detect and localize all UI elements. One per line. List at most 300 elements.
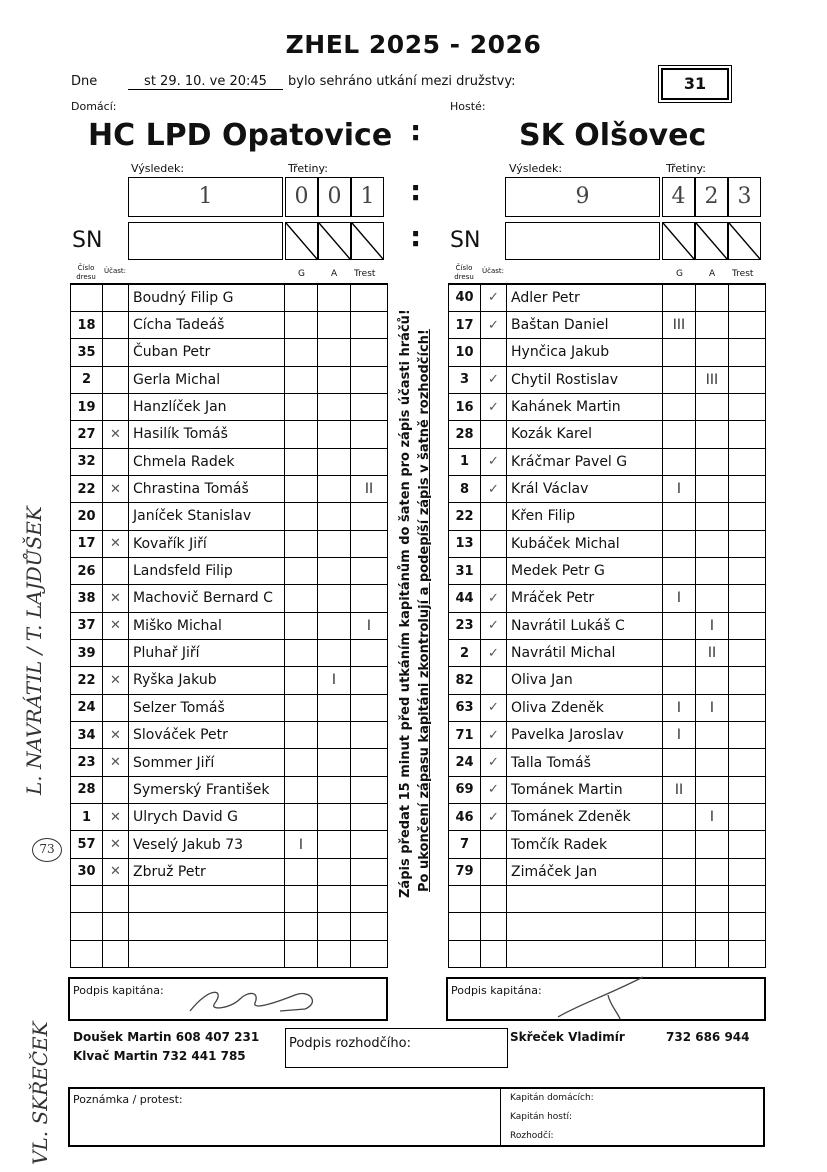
attendance-mark[interactable] bbox=[481, 530, 507, 557]
attendance-mark[interactable]: ✓ bbox=[481, 475, 507, 502]
attendance-mark[interactable] bbox=[103, 311, 129, 338]
player-number[interactable]: 22 bbox=[449, 503, 481, 530]
penalty-cell[interactable] bbox=[351, 393, 388, 420]
player-name[interactable]: Hasilík Tomáš bbox=[129, 421, 285, 448]
penalty-cell[interactable] bbox=[351, 339, 388, 366]
penalty-cell[interactable] bbox=[351, 311, 388, 338]
penalty-cell[interactable] bbox=[729, 339, 766, 366]
player-name[interactable]: Tomčík Radek bbox=[507, 831, 663, 858]
penalty-cell[interactable] bbox=[729, 503, 766, 530]
goals-cell[interactable] bbox=[663, 667, 696, 694]
assists-cell[interactable] bbox=[318, 557, 351, 584]
penalty-cell[interactable] bbox=[351, 585, 388, 612]
penalty-cell[interactable] bbox=[729, 749, 766, 776]
attendance-mark[interactable]: ✕ bbox=[103, 421, 129, 448]
goals-cell[interactable] bbox=[663, 858, 696, 885]
home-captain-signature-box[interactable] bbox=[68, 977, 388, 1021]
player-name[interactable]: Medek Petr G bbox=[507, 557, 663, 584]
player-name[interactable]: Symerský František bbox=[129, 776, 285, 803]
player-name[interactable]: Navrátil Michal bbox=[507, 639, 663, 666]
assists-cell[interactable] bbox=[696, 503, 729, 530]
player-number[interactable]: 24 bbox=[449, 749, 481, 776]
assists-cell[interactable] bbox=[318, 804, 351, 831]
attendance-mark[interactable]: ✓ bbox=[481, 393, 507, 420]
attendance-mark[interactable]: ✕ bbox=[103, 831, 129, 858]
note-protest-box[interactable] bbox=[68, 1087, 765, 1147]
penalty-cell[interactable] bbox=[729, 311, 766, 338]
player-number[interactable]: 3 bbox=[449, 366, 481, 393]
player-number[interactable]: 30 bbox=[71, 858, 103, 885]
player-name[interactable]: Ulrych David G bbox=[129, 804, 285, 831]
player-name[interactable]: Baštan Daniel bbox=[507, 311, 663, 338]
assists-cell[interactable]: III bbox=[696, 366, 729, 393]
player-number[interactable]: 69 bbox=[449, 776, 481, 803]
penalty-cell[interactable] bbox=[351, 886, 388, 913]
player-name[interactable]: Oliva Zdeněk bbox=[507, 694, 663, 721]
goals-cell[interactable] bbox=[285, 311, 318, 338]
penalty-cell[interactable] bbox=[729, 284, 766, 311]
player-name[interactable]: Zbruž Petr bbox=[129, 858, 285, 885]
assists-cell[interactable]: I bbox=[318, 667, 351, 694]
assists-cell[interactable] bbox=[696, 530, 729, 557]
player-number[interactable]: 39 bbox=[71, 639, 103, 666]
player-name[interactable]: Tománek Martin bbox=[507, 776, 663, 803]
player-number[interactable]: 16 bbox=[449, 393, 481, 420]
assists-cell[interactable] bbox=[318, 284, 351, 311]
penalty-cell[interactable] bbox=[729, 722, 766, 749]
player-number[interactable]: 79 bbox=[449, 858, 481, 885]
goals-cell[interactable] bbox=[663, 366, 696, 393]
player-name[interactable]: Chytil Rostislav bbox=[507, 366, 663, 393]
player-name[interactable]: Selzer Tomáš bbox=[129, 694, 285, 721]
goals-cell[interactable] bbox=[285, 749, 318, 776]
attendance-mark[interactable]: ✕ bbox=[103, 858, 129, 885]
attendance-mark[interactable] bbox=[103, 366, 129, 393]
player-name[interactable]: Veselý Jakub 73 bbox=[129, 831, 285, 858]
goals-cell[interactable] bbox=[285, 612, 318, 639]
goals-cell[interactable] bbox=[663, 913, 696, 940]
goals-cell[interactable] bbox=[285, 475, 318, 502]
assists-cell[interactable]: I bbox=[696, 694, 729, 721]
player-name[interactable]: Ryška Jakub bbox=[129, 667, 285, 694]
assists-cell[interactable] bbox=[318, 858, 351, 885]
player-number[interactable]: 32 bbox=[71, 448, 103, 475]
attendance-mark[interactable]: ✕ bbox=[103, 749, 129, 776]
attendance-mark[interactable]: ✓ bbox=[481, 694, 507, 721]
penalty-cell[interactable] bbox=[729, 557, 766, 584]
assists-cell[interactable] bbox=[318, 475, 351, 502]
player-name[interactable]: Pluhař Jiří bbox=[129, 639, 285, 666]
attendance-mark[interactable]: ✕ bbox=[103, 612, 129, 639]
attendance-mark[interactable]: ✕ bbox=[103, 475, 129, 502]
player-name[interactable] bbox=[507, 940, 663, 967]
attendance-mark[interactable]: ✓ bbox=[481, 284, 507, 311]
player-number[interactable] bbox=[449, 886, 481, 913]
assists-cell[interactable]: II bbox=[696, 639, 729, 666]
goals-cell[interactable] bbox=[663, 886, 696, 913]
attendance-mark[interactable]: ✓ bbox=[481, 639, 507, 666]
attendance-mark[interactable] bbox=[103, 694, 129, 721]
penalty-cell[interactable] bbox=[729, 858, 766, 885]
goals-cell[interactable] bbox=[285, 639, 318, 666]
goals-cell[interactable] bbox=[663, 940, 696, 967]
player-name[interactable]: Kovařík Jiří bbox=[129, 530, 285, 557]
player-number[interactable]: 26 bbox=[71, 557, 103, 584]
player-number[interactable]: 82 bbox=[449, 667, 481, 694]
penalty-cell[interactable] bbox=[729, 940, 766, 967]
assists-cell[interactable] bbox=[696, 448, 729, 475]
attendance-mark[interactable] bbox=[481, 858, 507, 885]
attendance-mark[interactable] bbox=[103, 393, 129, 420]
assists-cell[interactable] bbox=[696, 749, 729, 776]
player-number[interactable]: 35 bbox=[71, 339, 103, 366]
player-name[interactable]: Zimáček Jan bbox=[507, 858, 663, 885]
player-name[interactable] bbox=[507, 913, 663, 940]
penalty-cell[interactable] bbox=[351, 913, 388, 940]
attendance-mark[interactable] bbox=[103, 940, 129, 967]
goals-cell[interactable] bbox=[285, 284, 318, 311]
player-number[interactable]: 34 bbox=[71, 722, 103, 749]
player-name[interactable]: Navrátil Lukáš C bbox=[507, 612, 663, 639]
goals-cell[interactable] bbox=[285, 722, 318, 749]
assists-cell[interactable] bbox=[696, 940, 729, 967]
attendance-mark[interactable]: ✓ bbox=[481, 612, 507, 639]
penalty-cell[interactable] bbox=[351, 530, 388, 557]
penalty-cell[interactable] bbox=[729, 475, 766, 502]
penalty-cell[interactable] bbox=[351, 366, 388, 393]
player-name[interactable]: Miško Michal bbox=[129, 612, 285, 639]
referee-signature-box[interactable] bbox=[285, 1028, 508, 1068]
player-name[interactable]: Slováček Petr bbox=[129, 722, 285, 749]
penalty-cell[interactable] bbox=[351, 831, 388, 858]
attendance-mark[interactable] bbox=[103, 776, 129, 803]
player-name[interactable]: Boudný Filip G bbox=[129, 284, 285, 311]
penalty-cell[interactable] bbox=[729, 694, 766, 721]
goals-cell[interactable]: I bbox=[663, 694, 696, 721]
player-name[interactable]: Sommer Jiří bbox=[129, 749, 285, 776]
goals-cell[interactable] bbox=[663, 612, 696, 639]
player-number[interactable]: 24 bbox=[71, 694, 103, 721]
goals-cell[interactable] bbox=[663, 339, 696, 366]
attendance-mark[interactable]: ✕ bbox=[103, 530, 129, 557]
attendance-mark[interactable] bbox=[103, 503, 129, 530]
attendance-mark[interactable]: ✓ bbox=[481, 722, 507, 749]
goals-cell[interactable]: I bbox=[663, 475, 696, 502]
penalty-cell[interactable] bbox=[729, 585, 766, 612]
penalty-cell[interactable] bbox=[351, 694, 388, 721]
player-number[interactable]: 19 bbox=[71, 393, 103, 420]
attendance-mark[interactable] bbox=[103, 886, 129, 913]
goals-cell[interactable] bbox=[285, 694, 318, 721]
penalty-cell[interactable]: II bbox=[351, 475, 388, 502]
player-number[interactable]: 8 bbox=[449, 475, 481, 502]
player-number[interactable]: 57 bbox=[71, 831, 103, 858]
attendance-mark[interactable] bbox=[481, 831, 507, 858]
attendance-mark[interactable] bbox=[481, 913, 507, 940]
penalty-cell[interactable] bbox=[729, 831, 766, 858]
goals-cell[interactable] bbox=[285, 366, 318, 393]
assists-cell[interactable] bbox=[318, 311, 351, 338]
goals-cell[interactable]: III bbox=[663, 311, 696, 338]
player-number[interactable]: 37 bbox=[71, 612, 103, 639]
goals-cell[interactable] bbox=[663, 448, 696, 475]
attendance-mark[interactable] bbox=[481, 421, 507, 448]
penalty-cell[interactable]: I bbox=[351, 612, 388, 639]
assists-cell[interactable] bbox=[318, 421, 351, 448]
goals-cell[interactable] bbox=[285, 667, 318, 694]
goals-cell[interactable] bbox=[285, 503, 318, 530]
assists-cell[interactable] bbox=[696, 475, 729, 502]
player-number[interactable]: 1 bbox=[449, 448, 481, 475]
player-number[interactable] bbox=[71, 940, 103, 967]
player-number[interactable] bbox=[449, 913, 481, 940]
assists-cell[interactable] bbox=[696, 722, 729, 749]
assists-cell[interactable] bbox=[318, 722, 351, 749]
attendance-mark[interactable]: ✓ bbox=[481, 804, 507, 831]
attendance-mark[interactable]: ✓ bbox=[481, 776, 507, 803]
assists-cell[interactable] bbox=[318, 393, 351, 420]
player-number[interactable]: 13 bbox=[449, 530, 481, 557]
assists-cell[interactable] bbox=[318, 776, 351, 803]
assists-cell[interactable] bbox=[696, 311, 729, 338]
player-number[interactable]: 28 bbox=[449, 421, 481, 448]
goals-cell[interactable] bbox=[285, 557, 318, 584]
assists-cell[interactable] bbox=[696, 557, 729, 584]
attendance-mark[interactable]: ✓ bbox=[481, 311, 507, 338]
attendance-mark[interactable]: ✕ bbox=[103, 722, 129, 749]
goals-cell[interactable]: I bbox=[663, 585, 696, 612]
player-name[interactable]: Gerla Michal bbox=[129, 366, 285, 393]
player-number[interactable]: 17 bbox=[449, 311, 481, 338]
penalty-cell[interactable] bbox=[729, 366, 766, 393]
assists-cell[interactable] bbox=[318, 339, 351, 366]
attendance-mark[interactable] bbox=[481, 940, 507, 967]
player-number[interactable]: 31 bbox=[449, 557, 481, 584]
assists-cell[interactable] bbox=[318, 831, 351, 858]
goals-cell[interactable] bbox=[663, 503, 696, 530]
assists-cell[interactable] bbox=[696, 421, 729, 448]
penalty-cell[interactable] bbox=[729, 776, 766, 803]
player-number[interactable]: 2 bbox=[449, 639, 481, 666]
assists-cell[interactable] bbox=[696, 776, 729, 803]
goals-cell[interactable] bbox=[285, 886, 318, 913]
player-number[interactable]: 1 bbox=[71, 804, 103, 831]
goals-cell[interactable] bbox=[285, 776, 318, 803]
player-name[interactable]: Křen Filip bbox=[507, 503, 663, 530]
goals-cell[interactable] bbox=[663, 557, 696, 584]
attendance-mark[interactable] bbox=[103, 448, 129, 475]
player-number[interactable]: 22 bbox=[71, 667, 103, 694]
player-number[interactable]: 40 bbox=[449, 284, 481, 311]
goals-cell[interactable]: I bbox=[663, 722, 696, 749]
player-number[interactable]: 18 bbox=[71, 311, 103, 338]
penalty-cell[interactable] bbox=[729, 612, 766, 639]
player-number[interactable]: 27 bbox=[71, 421, 103, 448]
goals-cell[interactable] bbox=[285, 448, 318, 475]
player-name[interactable]: Kozák Karel bbox=[507, 421, 663, 448]
assists-cell[interactable] bbox=[696, 831, 729, 858]
goals-cell[interactable] bbox=[663, 804, 696, 831]
player-name[interactable]: Kráčmar Pavel G bbox=[507, 448, 663, 475]
goals-cell[interactable] bbox=[285, 530, 318, 557]
goals-cell[interactable] bbox=[663, 393, 696, 420]
player-number[interactable] bbox=[71, 913, 103, 940]
penalty-cell[interactable] bbox=[729, 639, 766, 666]
goals-cell[interactable] bbox=[285, 858, 318, 885]
penalty-cell[interactable] bbox=[729, 667, 766, 694]
goals-cell[interactable] bbox=[285, 421, 318, 448]
assists-cell[interactable] bbox=[696, 858, 729, 885]
attendance-mark[interactable] bbox=[481, 339, 507, 366]
player-name[interactable] bbox=[129, 913, 285, 940]
goals-cell[interactable] bbox=[285, 393, 318, 420]
player-name[interactable] bbox=[507, 886, 663, 913]
penalty-cell[interactable] bbox=[351, 804, 388, 831]
penalty-cell[interactable] bbox=[351, 284, 388, 311]
goals-cell[interactable]: II bbox=[663, 776, 696, 803]
attendance-mark[interactable]: ✓ bbox=[481, 749, 507, 776]
penalty-cell[interactable] bbox=[351, 722, 388, 749]
penalty-cell[interactable] bbox=[351, 503, 388, 530]
assists-cell[interactable] bbox=[318, 913, 351, 940]
penalty-cell[interactable] bbox=[351, 448, 388, 475]
assists-cell[interactable] bbox=[318, 366, 351, 393]
assists-cell[interactable] bbox=[318, 612, 351, 639]
player-name[interactable]: Machovič Bernard C bbox=[129, 585, 285, 612]
assists-cell[interactable] bbox=[318, 886, 351, 913]
player-name[interactable]: Chmela Radek bbox=[129, 448, 285, 475]
attendance-mark[interactable] bbox=[481, 886, 507, 913]
attendance-mark[interactable]: ✕ bbox=[103, 804, 129, 831]
penalty-cell[interactable] bbox=[729, 913, 766, 940]
player-number[interactable]: 22 bbox=[71, 475, 103, 502]
assists-cell[interactable] bbox=[318, 503, 351, 530]
attendance-mark[interactable] bbox=[481, 557, 507, 584]
goals-cell[interactable] bbox=[285, 913, 318, 940]
attendance-mark[interactable] bbox=[103, 557, 129, 584]
assists-cell[interactable] bbox=[318, 530, 351, 557]
assists-cell[interactable] bbox=[318, 940, 351, 967]
player-name[interactable]: Mráček Petr bbox=[507, 585, 663, 612]
assists-cell[interactable]: I bbox=[696, 804, 729, 831]
player-name[interactable]: Chrastina Tomáš bbox=[129, 475, 285, 502]
player-number[interactable] bbox=[71, 284, 103, 311]
away-captain-signature-box[interactable] bbox=[446, 977, 766, 1021]
goals-cell[interactable] bbox=[663, 284, 696, 311]
goals-cell[interactable] bbox=[285, 804, 318, 831]
player-number[interactable]: 23 bbox=[71, 749, 103, 776]
player-name[interactable]: Talla Tomáš bbox=[507, 749, 663, 776]
goals-cell[interactable] bbox=[663, 639, 696, 666]
assists-cell[interactable] bbox=[696, 886, 729, 913]
player-name[interactable] bbox=[129, 940, 285, 967]
player-name[interactable]: Čuban Petr bbox=[129, 339, 285, 366]
player-name[interactable]: Hanzlíček Jan bbox=[129, 393, 285, 420]
assists-cell[interactable] bbox=[318, 639, 351, 666]
assists-cell[interactable] bbox=[696, 339, 729, 366]
player-number[interactable]: 20 bbox=[71, 503, 103, 530]
goals-cell[interactable] bbox=[285, 585, 318, 612]
player-name[interactable]: Tománek Zdeněk bbox=[507, 804, 663, 831]
penalty-cell[interactable] bbox=[729, 804, 766, 831]
player-number[interactable]: 38 bbox=[71, 585, 103, 612]
player-name[interactable]: Janíček Stanislav bbox=[129, 503, 285, 530]
player-name[interactable]: Cícha Tadeáš bbox=[129, 311, 285, 338]
player-number[interactable]: 23 bbox=[449, 612, 481, 639]
goals-cell[interactable] bbox=[663, 530, 696, 557]
player-name[interactable]: Pavelka Jaroslav bbox=[507, 722, 663, 749]
goals-cell[interactable] bbox=[285, 339, 318, 366]
player-name[interactable]: Král Václav bbox=[507, 475, 663, 502]
player-name[interactable]: Oliva Jan bbox=[507, 667, 663, 694]
player-name[interactable]: Kahánek Martin bbox=[507, 393, 663, 420]
player-name[interactable]: Adler Petr bbox=[507, 284, 663, 311]
player-name[interactable]: Landsfeld Filip bbox=[129, 557, 285, 584]
attendance-mark[interactable] bbox=[103, 639, 129, 666]
player-number[interactable]: 71 bbox=[449, 722, 481, 749]
player-number[interactable]: 2 bbox=[71, 366, 103, 393]
assists-cell[interactable] bbox=[696, 284, 729, 311]
goals-cell[interactable]: I bbox=[285, 831, 318, 858]
player-name[interactable]: Kubáček Michal bbox=[507, 530, 663, 557]
assists-cell[interactable]: I bbox=[696, 612, 729, 639]
attendance-mark[interactable] bbox=[481, 503, 507, 530]
penalty-cell[interactable] bbox=[351, 421, 388, 448]
penalty-cell[interactable] bbox=[729, 448, 766, 475]
penalty-cell[interactable] bbox=[729, 393, 766, 420]
assists-cell[interactable] bbox=[318, 749, 351, 776]
player-number[interactable] bbox=[449, 940, 481, 967]
attendance-mark[interactable] bbox=[103, 284, 129, 311]
penalty-cell[interactable] bbox=[351, 776, 388, 803]
penalty-cell[interactable] bbox=[351, 639, 388, 666]
attendance-mark[interactable]: ✕ bbox=[103, 585, 129, 612]
assists-cell[interactable] bbox=[696, 393, 729, 420]
goals-cell[interactable] bbox=[285, 940, 318, 967]
goals-cell[interactable] bbox=[663, 831, 696, 858]
penalty-cell[interactable] bbox=[729, 886, 766, 913]
penalty-cell[interactable] bbox=[351, 940, 388, 967]
assists-cell[interactable] bbox=[318, 448, 351, 475]
attendance-mark[interactable]: ✓ bbox=[481, 448, 507, 475]
attendance-mark[interactable] bbox=[103, 913, 129, 940]
penalty-cell[interactable] bbox=[351, 667, 388, 694]
player-number[interactable] bbox=[71, 886, 103, 913]
goals-cell[interactable] bbox=[663, 421, 696, 448]
penalty-cell[interactable] bbox=[351, 557, 388, 584]
assists-cell[interactable] bbox=[696, 667, 729, 694]
player-number[interactable]: 17 bbox=[71, 530, 103, 557]
player-number[interactable]: 63 bbox=[449, 694, 481, 721]
attendance-mark[interactable]: ✕ bbox=[103, 667, 129, 694]
player-number[interactable]: 44 bbox=[449, 585, 481, 612]
attendance-mark[interactable]: ✓ bbox=[481, 585, 507, 612]
assists-cell[interactable] bbox=[318, 585, 351, 612]
player-number[interactable]: 7 bbox=[449, 831, 481, 858]
attendance-mark[interactable]: ✓ bbox=[481, 366, 507, 393]
attendance-mark[interactable] bbox=[103, 339, 129, 366]
player-number[interactable]: 10 bbox=[449, 339, 481, 366]
assists-cell[interactable] bbox=[696, 585, 729, 612]
penalty-cell[interactable] bbox=[729, 530, 766, 557]
player-number[interactable]: 46 bbox=[449, 804, 481, 831]
attendance-mark[interactable] bbox=[481, 667, 507, 694]
player-number[interactable]: 28 bbox=[71, 776, 103, 803]
assists-cell[interactable] bbox=[696, 913, 729, 940]
player-name[interactable]: Hynčica Jakub bbox=[507, 339, 663, 366]
player-name[interactable] bbox=[129, 886, 285, 913]
assists-cell[interactable] bbox=[318, 694, 351, 721]
